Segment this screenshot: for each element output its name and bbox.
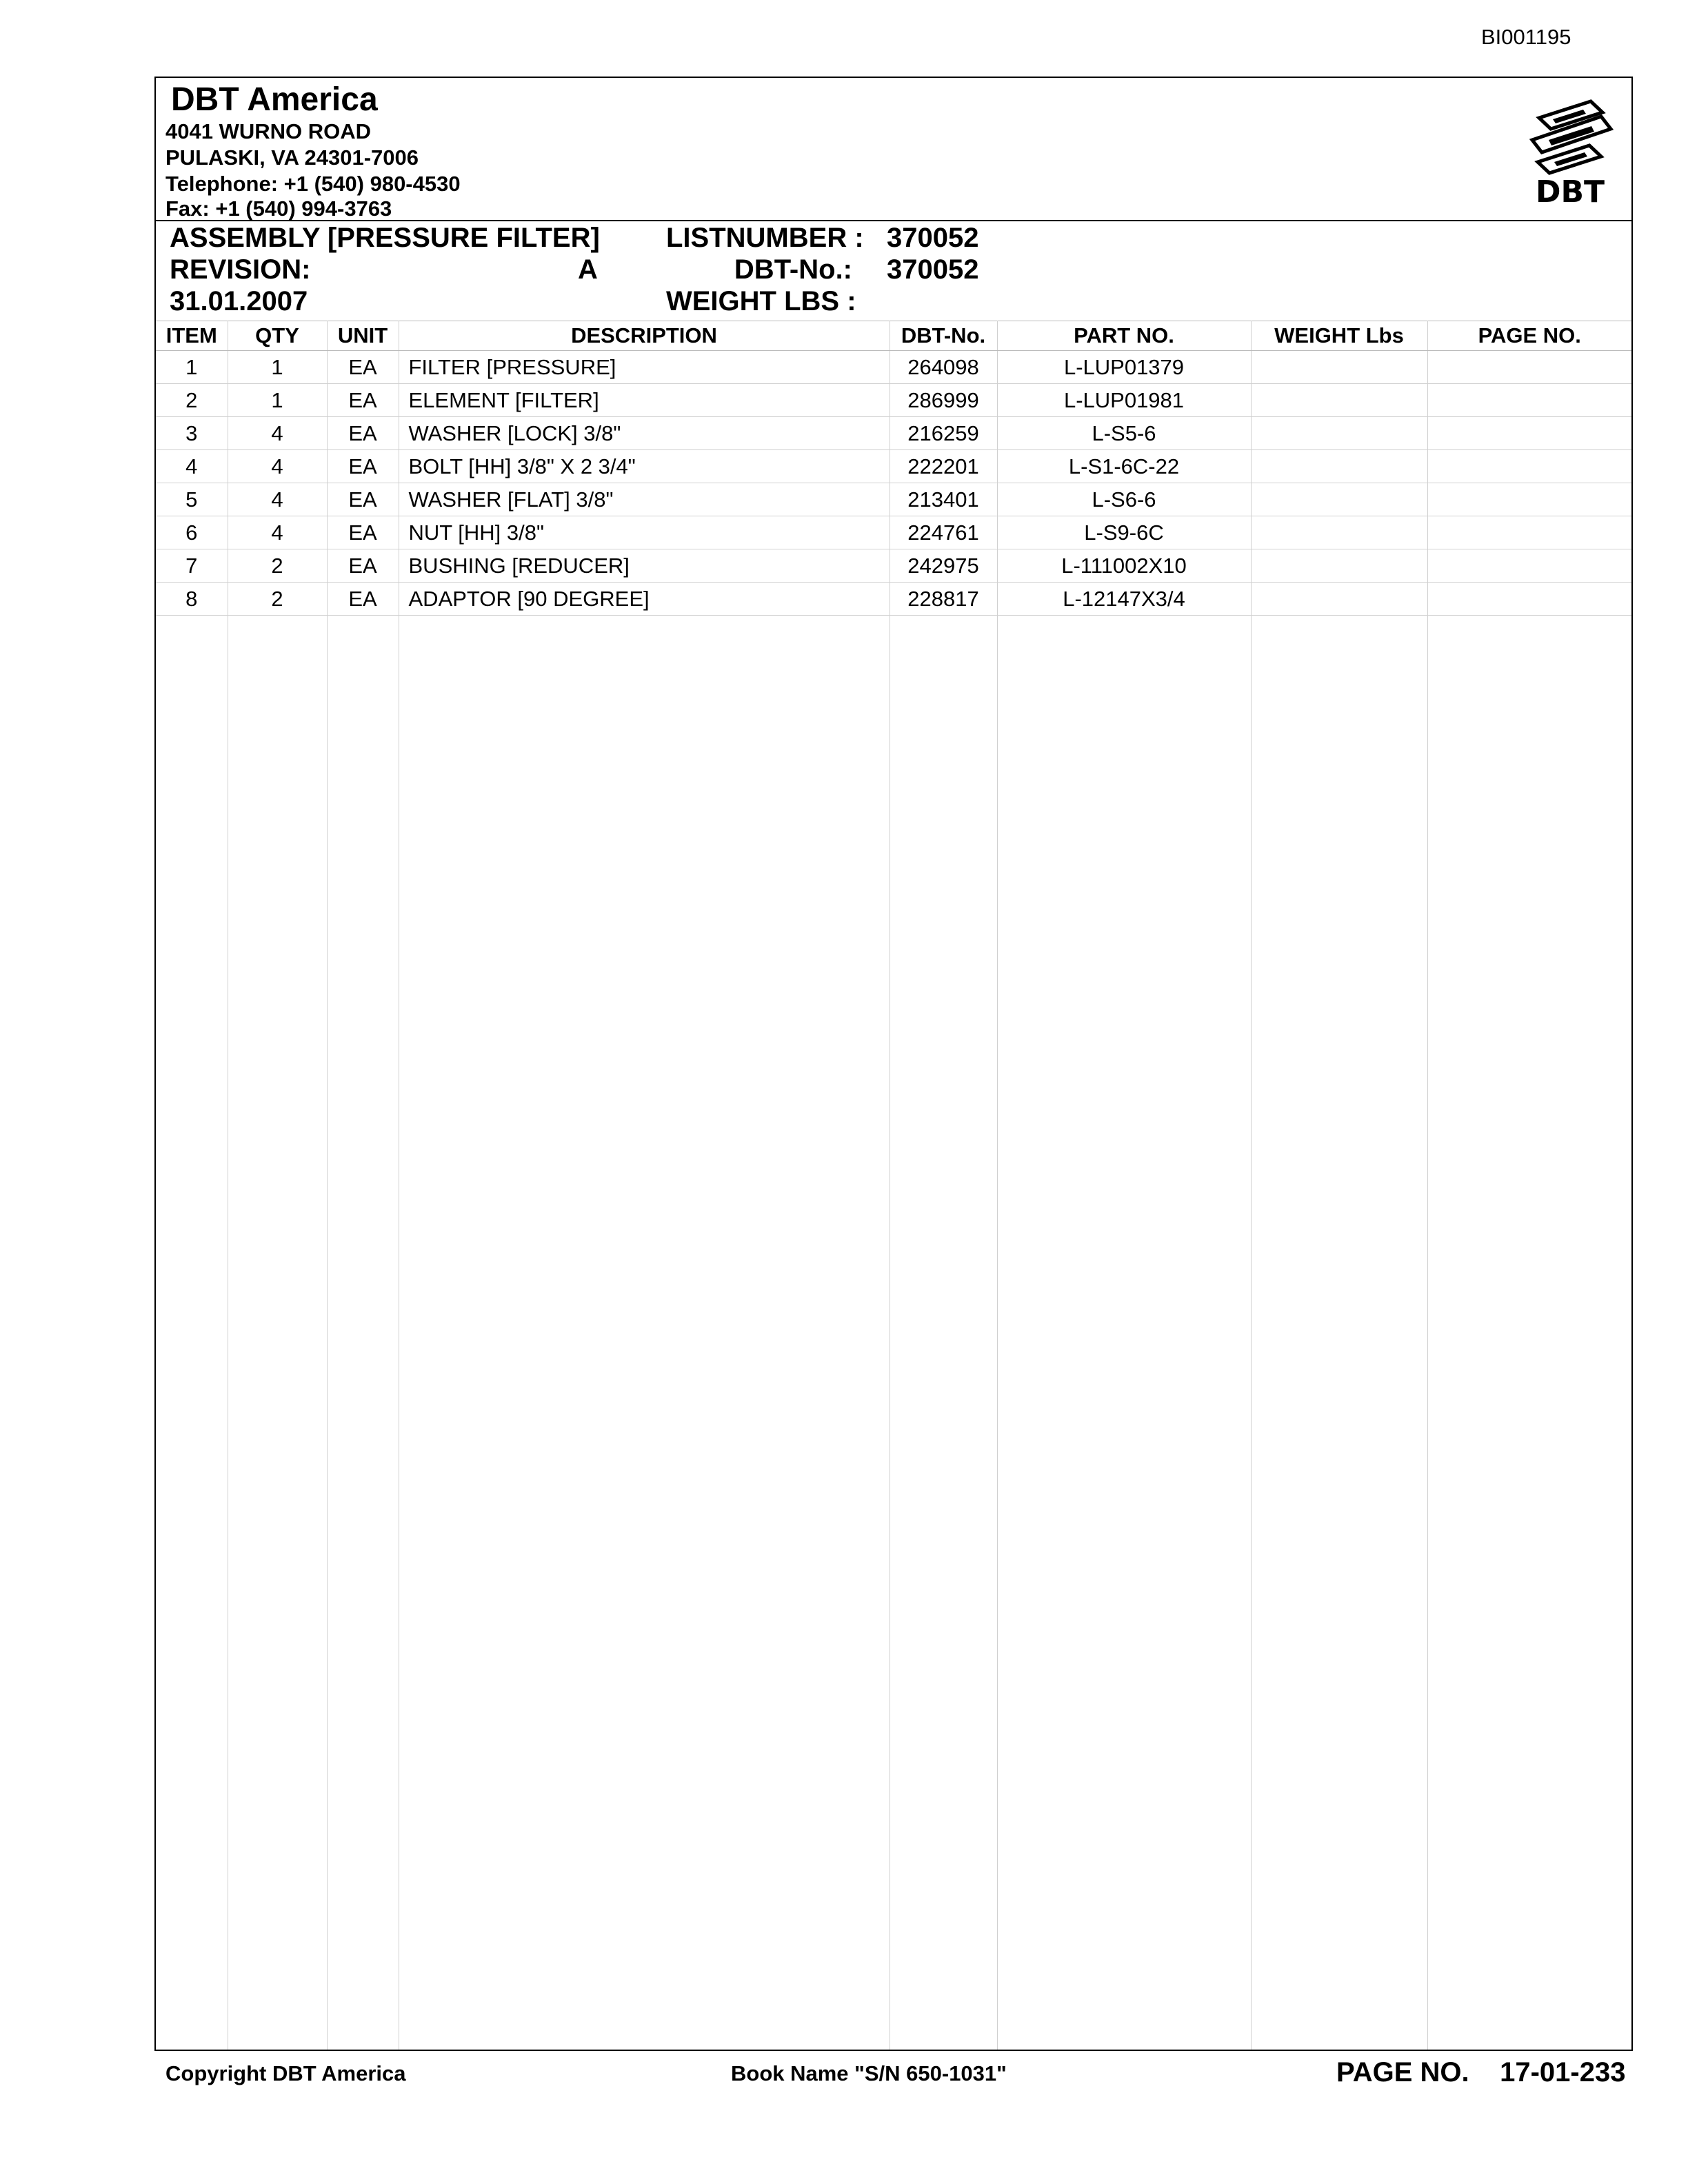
item-cell: 7 [156,549,228,583]
part-no-cell: L-12147X3/4 [997,583,1251,616]
page-no-cell [1427,417,1631,450]
page-no-cell [1427,450,1631,483]
table-row [156,483,1631,516]
dbt-no-cell: 224761 [890,516,997,549]
column-header-description: DESCRIPTION [399,321,890,351]
weight-cell [1251,417,1427,450]
table-row [156,516,1631,549]
qty-cell: 1 [228,384,327,417]
part-no-cell: L-S6-6 [997,483,1251,516]
dbt-no-cell: 222201 [890,450,997,483]
part-no-cell: L-S5-6 [997,417,1251,450]
dbt-no-label: DBT-No.: [734,254,852,285]
qty-cell: 4 [228,417,327,450]
document-id: BI001195 [1481,25,1571,49]
table-row [156,351,1631,384]
part-no-cell: L-LUP01379 [997,351,1251,384]
part-no-cell: L-111002X10 [997,549,1251,583]
book-name: Book Name "S/N 650-1031" [731,2061,1007,2085]
item-cell: 1 [156,351,228,384]
company-header [156,78,1631,221]
table-header-row [156,321,1631,351]
table-row [156,384,1631,417]
dbt-no-cell: 216259 [890,417,997,450]
description-cell: WASHER [LOCK] 3/8" [399,417,890,450]
unit-cell: EA [327,483,399,516]
weight-cell [1251,450,1427,483]
description-cell: ADAPTOR [90 DEGREE] [399,583,890,616]
dbt-no-cell: 242975 [890,549,997,583]
list-date: 31.01.2007 [170,286,308,316]
unit-cell: EA [327,516,399,549]
weight-cell [1251,516,1427,549]
weight-cell [1251,549,1427,583]
table-row [156,450,1631,483]
item-cell: 2 [156,384,228,417]
qty-cell: 2 [228,549,327,583]
revision-label: REVISION: [170,254,311,285]
column-header-unit: UNIT [327,321,399,351]
qty-cell: 4 [228,450,327,483]
dbt-no-value: 370052 [887,254,979,285]
description-cell: BUSHING [REDUCER] [399,549,890,583]
page-no-cell [1427,583,1631,616]
dbt-no-cell: 286999 [890,384,997,417]
company-name: DBT America [171,81,378,118]
dbt-no-cell: 228817 [890,583,997,616]
column-header-part-no: PART NO. [997,321,1251,351]
part-no-cell: L-LUP01981 [997,384,1251,417]
qty-cell: 4 [228,483,327,516]
description-cell: BOLT [HH] 3/8" X 2 3/4" [399,450,890,483]
address-street: 4041 WURNO ROAD [165,119,371,143]
description-cell: NUT [HH] 3/8" [399,516,890,549]
weight-cell [1251,483,1427,516]
weight-label: WEIGHT LBS : [666,286,856,316]
qty-cell: 1 [228,351,327,384]
item-cell: 3 [156,417,228,450]
logo-text: DBT [1535,174,1605,208]
column-header-item: ITEM [156,321,228,351]
description-cell: ELEMENT [FILTER] [399,384,890,417]
listnumber-label: LISTNUMBER : [666,223,864,253]
column-header-qty: QTY [228,321,327,351]
item-cell: 5 [156,483,228,516]
table-row [156,549,1631,583]
weight-cell [1251,351,1427,384]
revision-value: A [578,254,598,285]
qty-cell: 4 [228,516,327,549]
unit-cell: EA [327,583,399,616]
fax: Fax: +1 (540) 994-3763 [165,196,392,221]
item-cell: 4 [156,450,228,483]
page-no-cell [1427,483,1631,516]
assembly-title: ASSEMBLY [PRESSURE FILTER] [170,223,600,253]
copyright: Copyright DBT America [165,2061,406,2085]
column-header-dbt-no: DBT-No. [890,321,997,351]
item-cell: 8 [156,583,228,616]
page-number: PAGE NO. 17-01-233 [1336,2057,1626,2087]
column-header-weight: WEIGHT Lbs [1251,321,1427,351]
unit-cell: EA [327,417,399,450]
table-row [156,583,1631,616]
description-cell: FILTER [PRESSURE] [399,351,890,384]
weight-cell [1251,384,1427,417]
unit-cell: EA [327,450,399,483]
part-no-cell: L-S9-6C [997,516,1251,549]
dbt-logo [1525,97,1615,208]
assembly-info [156,221,1631,321]
unit-cell: EA [327,549,399,583]
address-city: PULASKI, VA 24301-7006 [165,145,419,170]
page-no-cell [1427,516,1631,549]
unit-cell: EA [327,351,399,384]
part-no-cell: L-S1-6C-22 [997,450,1251,483]
qty-cell: 2 [228,583,327,616]
dbt-no-cell: 213401 [890,483,997,516]
page-no-cell [1427,384,1631,417]
page-no-cell [1427,549,1631,583]
description-cell: WASHER [FLAT] 3/8" [399,483,890,516]
parts-table [156,321,1631,616]
table-row [156,417,1631,450]
parts-list-frame [154,77,1633,2051]
weight-cell [1251,583,1427,616]
unit-cell: EA [327,384,399,417]
page-no-cell [1427,351,1631,384]
listnumber-value: 370052 [887,223,979,253]
dbt-no-cell: 264098 [890,351,997,384]
column-header-page-no: PAGE NO. [1427,321,1631,351]
telephone: Telephone: +1 (540) 980-4530 [165,172,461,196]
item-cell: 6 [156,516,228,549]
